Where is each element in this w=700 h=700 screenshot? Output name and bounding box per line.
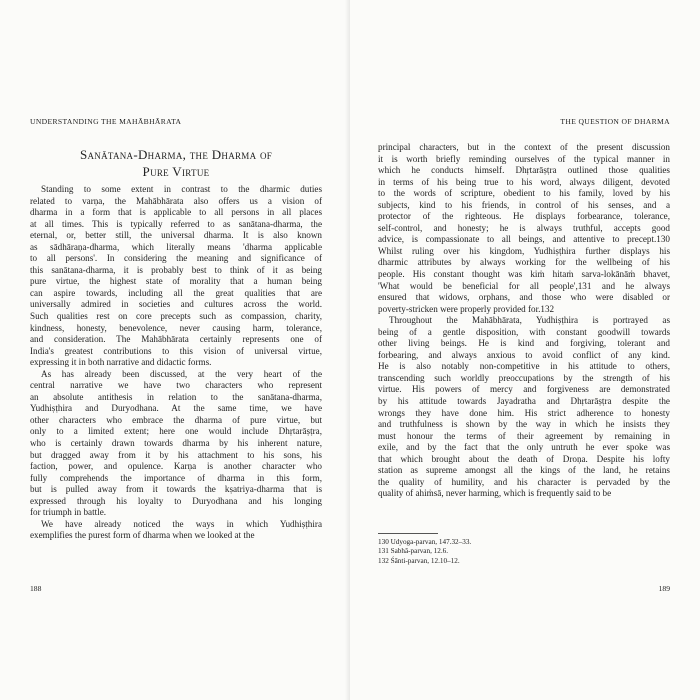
text-line: He is also notably non-competitive in his attitude to others, [378, 361, 670, 372]
text-line: in terms of his being true to his word, always diligent, devoted [378, 176, 670, 187]
text-line: at all times. This is typically referred to as sanātana-dharma, the [30, 218, 322, 229]
text-line: poverty-stricken were properly provided for.132 [378, 303, 555, 314]
text-line: expressed through his loyalty to Duryodhana and his longing [30, 495, 322, 506]
text-line: As has already been discussed, at the very heart of the [41, 368, 322, 379]
footnote: 130 Udyoga-parvan, 147.32–33. [378, 538, 472, 546]
text-line: We have already noticed the ways in which Yudhiṣṭhira [41, 518, 322, 529]
text-line: self-control, and honesty; he is always truthful, accepts good [378, 222, 670, 233]
footnotes [378, 538, 670, 566]
text-line: but dragged away from it by his attachment to his sons, his [30, 449, 322, 460]
text-line: people. His constant thought was kiṁ hitaṁ sarva-lokānāṁ bhavet, [378, 269, 670, 280]
text-line: it is worth briefly reminding ourselves of the typical manner in [378, 153, 670, 164]
text-line: being of a gentle disposition, with constant goodwill towards [378, 326, 670, 337]
text-line: and truthfulness is shown by the way in which he insists they [378, 419, 670, 430]
text-line: principal characters, but in the context of the present discussion [378, 142, 670, 152]
heading-line: Sanātana-Dharma, the Dharma of [79, 147, 273, 162]
page-number-left: 188 [30, 584, 42, 593]
text-line: quality of ahiṁsā, never harming, which is frequently said to be [378, 488, 612, 499]
page-number-right: 189 [658, 584, 670, 593]
text-line: fully comprehends the importance of dharma in this form, [30, 472, 322, 483]
heading-line: Pure Virtue [142, 164, 210, 179]
text-line: that which brought about the death of Droṇa. Despite his lofty [378, 453, 670, 464]
footnote: 132 Śānti-parvan, 12.10–12. [378, 556, 460, 565]
text-line: as sādhāraṇa-dharma, which literally means 'dharma applicable [30, 241, 322, 252]
text-line: ensured that widows, orphans, and those who were disabled or [378, 292, 670, 303]
text-line: kindness, honesty, benevolence, never causing harm, tolerance, [30, 322, 322, 333]
text-line: can aspire towards, including all the great qualities that are [30, 287, 322, 298]
text-line: pure virtue, the highest state of morality that a human being [30, 276, 322, 287]
text-line: by his attitude towards Jayadratha and Dhṛtarāṣṭra despite the [378, 396, 670, 407]
text-line: which he conducts himself. Dhṛtarāṣṭra outlined those qualities [378, 165, 670, 176]
text-line: Such qualities rest on core precepts such as compassion, charity, [30, 311, 322, 322]
text-line: dharmic attributes by always working for the wellbeing of his [378, 257, 670, 268]
text-line: forbearing, and always anxious to avoid conflict of any kind. [378, 349, 670, 360]
text-line: eternal, or, better still, the universal dharma. It is also known [30, 230, 322, 241]
text-line: this sanātana-dharma, it is probably best to think of it as being [30, 264, 322, 275]
text-line: Standing to some extent in contrast to the dharmic duties [41, 184, 322, 194]
text-line: the quality of humility, and his character is pervaded by the [378, 476, 670, 487]
text-line: an absolute antithesis in relation to the sanātana-dharma, [30, 391, 322, 402]
text-line: other characters who embrace the dharma of pure virtue, but [30, 414, 322, 425]
text-line: 'What would be beneficial for all people',131 and he always [378, 280, 670, 291]
text-line: advice, is compassionate to all beings, and attentive to precept.130 [378, 234, 670, 245]
text-line: and consideration. The Mahābhārata certainly represents one of [30, 334, 322, 345]
text-line: dharma in a form that is applicable to all persons in all places [30, 207, 322, 218]
text-line: Throughout the Mahābhārata, Yudhiṣṭhira is portrayed as [389, 315, 670, 326]
text-line: exile, and by the fact that the only untruth he ever spoke was [378, 442, 670, 453]
text-line: related to varṇa, the Mahābhārata also offers us a vision of [30, 195, 322, 206]
text-line: India's greatest contributions to this vision of universal virtue, [30, 345, 322, 356]
running-head-right: THE QUESTION OF DHARMA [560, 117, 670, 126]
right-page [350, 0, 700, 700]
text-line: faction, power, and opulence. Karṇa is another character who [30, 461, 322, 472]
text-line: but is pulled away from it towards the kṣatriya-dharma that is [30, 484, 322, 495]
text-line: station as supreme amongst all the kings of the land, he retains [378, 465, 670, 476]
right-body-text [378, 142, 670, 500]
text-line: universally admired in societies and cultures across the world. [30, 299, 322, 310]
running-head-left: UNDERSTANDING THE MAHĀBHĀRATA [30, 117, 182, 126]
footnote: 131 Sabhā-parvan, 12.6. [378, 547, 449, 556]
footnote-rule [378, 533, 438, 534]
text-line: to all persons'. In considering the meaning and significance of [30, 253, 322, 264]
text-line: exemplifies the purest form of dharma when we looked at the [30, 530, 255, 541]
text-line: expressing it in both narrative and didactic forms. [30, 357, 212, 368]
text-line: protector of the righteous. He displays forbearance, tolerance, [378, 211, 670, 222]
text-line: transcending such worldly preoccupations by the strength of his [378, 372, 670, 383]
text-line: virtue. His powers of mercy and forgiveness are demonstrated [378, 384, 670, 395]
left-body-text [30, 184, 322, 542]
text-line: subjects, kind to his friends, in control of his senses, and a [378, 199, 670, 210]
section-heading [30, 146, 322, 180]
text-line: must honour the terms of their agreement by remaining in [378, 430, 670, 441]
text-line: Whilst ruling over his kingdom, Yudhiṣṭhira further displays his [378, 245, 670, 256]
text-line: for triumph in battle. [30, 507, 107, 518]
text-line: only to a limited extent; here one would include Dhṛtarāṣṭra, [30, 426, 322, 437]
text-line: central narrative we have two characters who represent [30, 380, 322, 391]
text-line: Yudhiṣṭhira and Duryodhana. At the same time, we have [30, 403, 322, 414]
text-line: wrongs they have done him. His strict adherence to honesty [378, 407, 670, 418]
text-line: to the words of scripture, obedient to his family, loved by his [378, 188, 670, 199]
text-line: who is certainly drawn towards dharma by his inherent nature, [30, 438, 322, 449]
text-line: other living beings. He is kind and forgiving, tolerant and [378, 338, 670, 349]
